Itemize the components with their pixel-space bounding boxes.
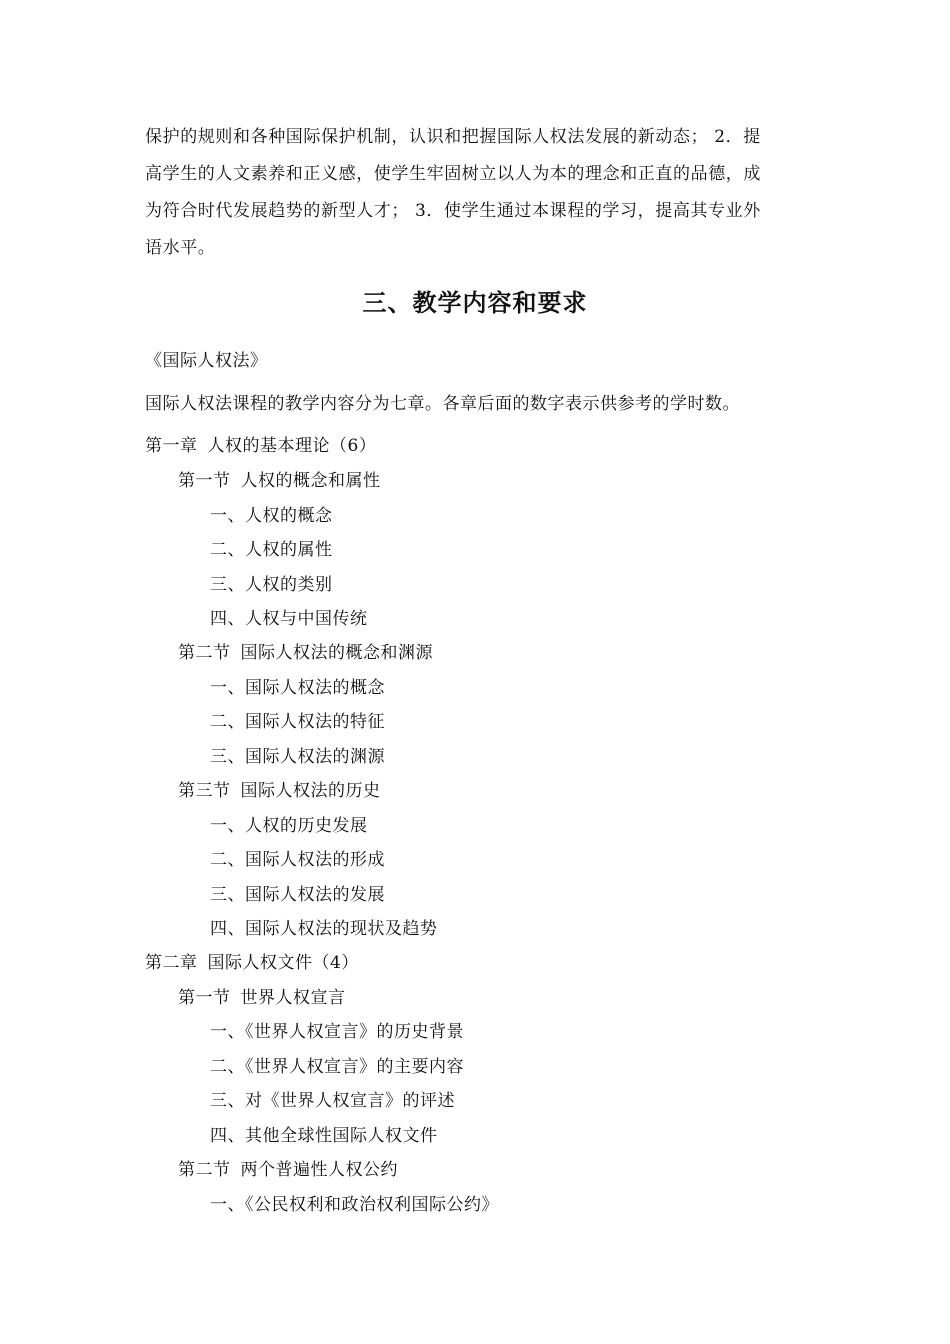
intro-line-3: 为符合时代发展趋势的新型人才； 3．使学生通过本课程的学习，提高其专业外 [145,201,761,221]
section-title: 国际人权法的概念和渊源 [240,643,433,663]
list-item: 一、人权的历史发展 [210,816,368,836]
section-label: 第二节 [178,643,231,663]
section-heading-item [178,1159,398,1181]
chapter-heading [145,435,376,457]
list-item: 四、人权与中国传统 [210,609,368,629]
list-item: 二、《世界人权宣言》的主要内容 [210,1057,464,1077]
chapter-heading [145,952,359,974]
section-heading-item [178,470,381,492]
list-item: 三、国际人权法的渊源 [210,747,385,767]
list-item: 二、人权的属性 [210,540,333,560]
chapter-title: 人权的基本理论（6） [207,436,377,456]
section-title: 世界人权宣言 [240,988,346,1008]
section-title: 国际人权法的历史 [240,781,381,801]
intro-line-4: 语水平。 [145,238,216,258]
intro-line-1: 保护的规则和各种国际保护机制，认识和把握国际人权法发展的新动态； 2．提 [145,127,761,147]
section-title: 两个普遍性人权公约 [240,1160,398,1180]
list-item: 二、国际人权法的形成 [210,850,385,870]
course-title: 《国际人权法》 [145,351,268,371]
list-item: 三、人权的类别 [210,575,333,595]
section-heading-item [178,987,346,1009]
list-item: 一、《公民权利和政治权利国际公约》 [210,1195,499,1215]
section-heading-item [178,642,433,664]
course-intro: 国际人权法课程的教学内容分为七章。各章后面的数字表示供参考的学时数。 [145,394,740,414]
list-item: 三、对《世界人权宣言》的评述 [210,1091,455,1111]
section-title: 人权的概念和属性 [240,471,381,491]
section-label: 第三节 [178,781,231,801]
list-item: 一、《世界人权宣言》的历史背景 [210,1022,464,1042]
list-item: 一、国际人权法的概念 [210,678,385,698]
section-label: 第一节 [178,988,231,1008]
chapter-title: 国际人权文件（4） [207,953,359,973]
list-item: 四、其他全球性国际人权文件 [210,1126,438,1146]
list-item: 四、国际人权法的现状及趋势 [210,919,438,939]
list-item: 一、人权的概念 [210,506,333,526]
list-item: 三、国际人权法的发展 [210,885,385,905]
chapter-label: 第二章 [145,953,198,973]
list-item: 二、国际人权法的特征 [210,712,385,732]
section-heading-item [178,780,381,802]
section-label: 第二节 [178,1160,231,1180]
section-label: 第一节 [178,471,231,491]
section-heading: 三、教学内容和要求 [362,288,588,317]
intro-line-2: 高学生的人文素养和正义感，使学生牢固树立以人为本的理念和正直的品德，成 [145,164,761,184]
chapter-label: 第一章 [145,436,198,456]
